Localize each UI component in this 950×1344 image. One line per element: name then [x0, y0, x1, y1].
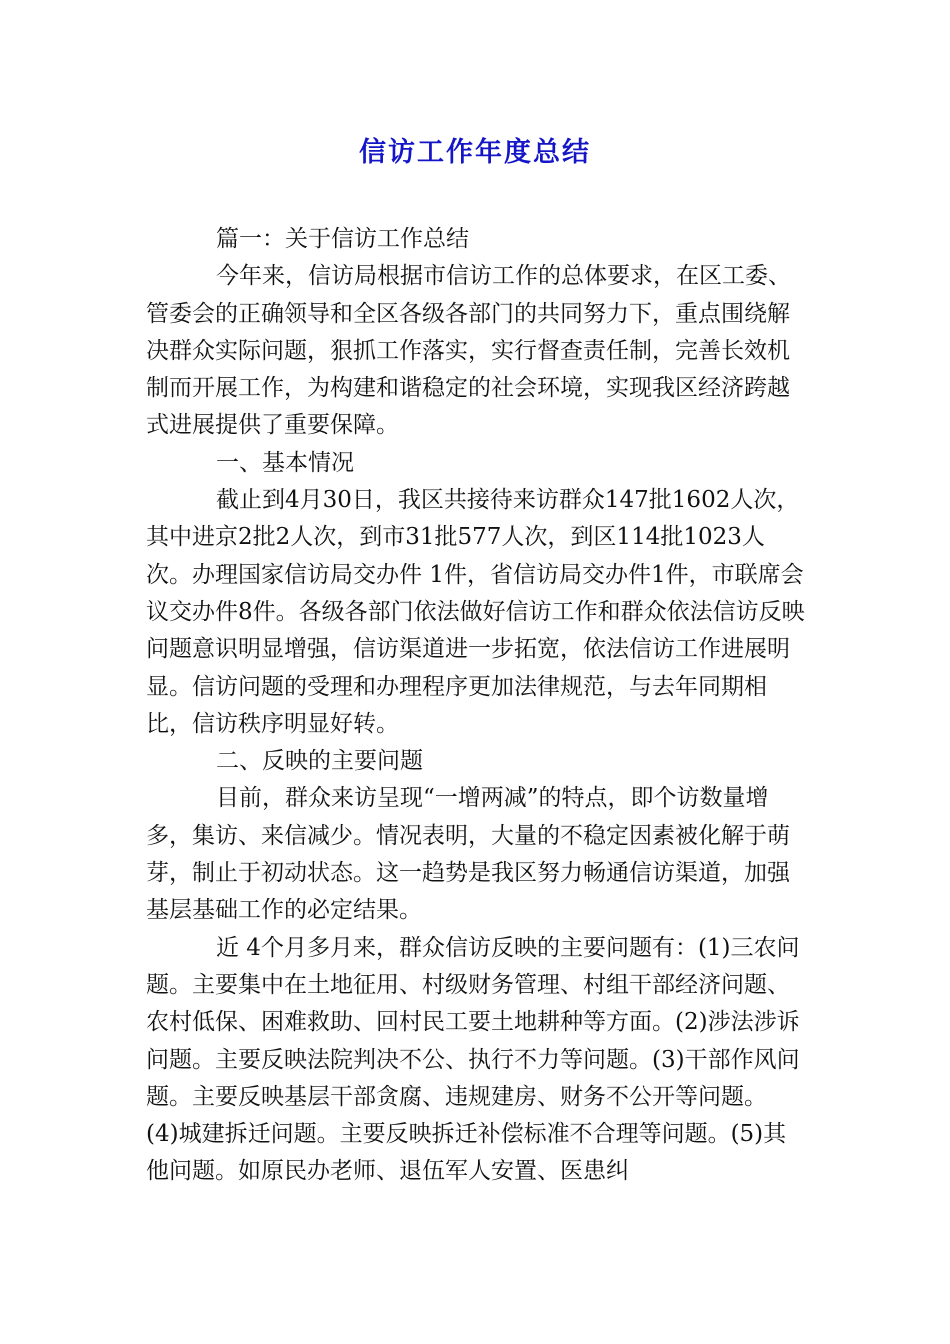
document-title: 信访工作年度总结 — [359, 137, 591, 168]
paragraph-heading-basic-situation: 一、基本情况 — [216, 449, 354, 476]
paragraph-main-issues: 近 4个月多月来，群众信访反映的主要问题有：(1)三农问题。主要集中在土地征用、村级财务管理、村组干部经济问题、农村低保、困难救助、回村民工要土地耕种等方面。(2)涉法涉诉问题。主要反映法院判决不公、执行不力等问题。(3)干部作风问题。主要反映基层干部贪腐、违规建房、财务不公开等问题。 (4)城建拆迁问题。主要反映拆迁补偿标准不合理等问题。(5)其他问题。如原民办老师、退伍军人安置、医患纠 — [146, 934, 800, 1185]
paragraph-intro: 今年来，信访局根据市信访工作的总体要求，在区工委、管委会的正确领导和全区各级各部门的共同努力下，重点围绕解决群众实际问题，狠抓工作落实，实行督查责任制，完善长效机制而开展工作，为构建和谐稳定的社会环境，实现我区经济跨越式进展提供了重要保障。 — [146, 263, 791, 439]
paragraph-section-heading: 篇一：关于信访工作总结 — [216, 226, 469, 252]
document-body — [146, 221, 806, 1191]
paragraph-heading-main-issues: 二、反映的主要问题 — [216, 748, 423, 775]
paragraph-trend: 目前，群众来访呈现“一增两减”的特点，即个访数量增多，集访、来信减少。情况表明，大量的不稳定因素被化解于萌芽，制止于初动状态。这一趋势是我区努力畅通信访渠道，加强基层基础工作的必定结果。 — [146, 785, 790, 924]
paragraph-basic-situation: 截止到4月30日，我区共接待来访群众147批1602人次，其中进京2批2人次，到市31批577人次，到区114批1023人次。办理国家信访局交办件 1件，省信访局交办件1件，市联席会议交办件8件。各级各部门依法做好信访工作和群众依法信访反映问题意识明显增强，信访渠道进一步拓宽，依法信访工作进展明显。信访问题的受理和办理程序更加法律规范，与去年同期相比，信访秩序明显好转。 — [146, 487, 805, 737]
